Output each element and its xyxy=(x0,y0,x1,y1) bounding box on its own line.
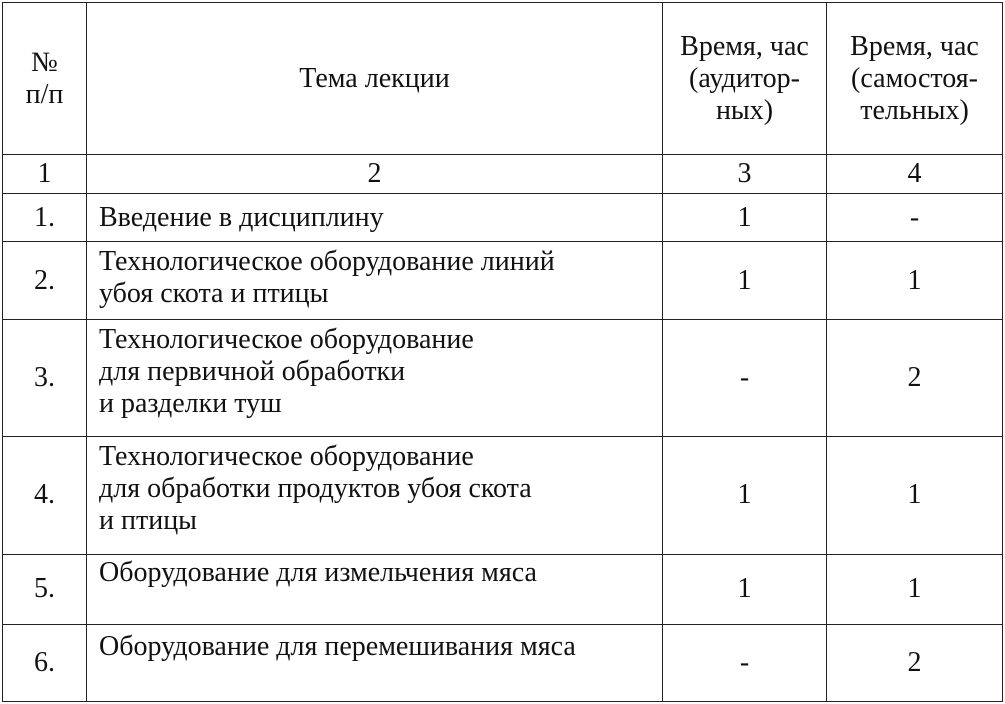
header-aud-line2: (аудитор- xyxy=(689,62,800,94)
row-self-study-hours: 1 xyxy=(827,242,1003,320)
header-aud-line1: Время, час xyxy=(680,30,809,62)
lecture-schedule-table xyxy=(2,2,1003,702)
table-row xyxy=(3,320,1003,436)
table-row xyxy=(3,194,1003,242)
header-number xyxy=(3,3,87,155)
header-number-line2: п/п xyxy=(25,78,64,110)
row-number: 4. xyxy=(3,436,87,554)
topic-line: Технологическое оборудование xyxy=(99,324,474,356)
topic-line: Технологическое оборудование xyxy=(99,440,474,472)
table-row xyxy=(3,242,1003,320)
topic-line: и разделки туш xyxy=(99,388,282,420)
row-auditory-hours: 1 xyxy=(663,242,827,320)
row-topic xyxy=(87,320,663,436)
table-row xyxy=(3,554,1003,624)
header-aud-line3: ных) xyxy=(715,94,774,126)
topic-line: Введение в дисциплину xyxy=(99,201,384,233)
column-number-cell: 3 xyxy=(663,155,827,194)
column-number-cell: 4 xyxy=(827,155,1003,194)
row-self-study-hours: 1 xyxy=(827,554,1003,624)
row-topic xyxy=(87,436,663,554)
row-number: 6. xyxy=(3,624,87,701)
row-self-study-hours: 2 xyxy=(827,624,1003,701)
row-auditory-hours: 1 xyxy=(663,554,827,624)
header-number-line1: № xyxy=(31,46,58,78)
header-topic xyxy=(87,3,663,155)
topic-line: для первичной обработки xyxy=(99,356,406,388)
topic-line: убоя скота и птицы xyxy=(99,278,329,310)
topic-line: Оборудование для измельчения мяса xyxy=(99,556,537,588)
header-auditory-hours xyxy=(663,3,827,155)
row-topic xyxy=(87,242,663,320)
table-row xyxy=(3,624,1003,701)
column-number-row xyxy=(3,155,1003,194)
row-topic xyxy=(87,624,663,701)
row-number: 5. xyxy=(3,554,87,624)
row-topic xyxy=(87,554,663,624)
column-number-cell: 2 xyxy=(87,155,663,194)
column-number-cell: 1 xyxy=(3,155,87,194)
topic-text: Оборудование для перемешивания мяса xyxy=(99,630,576,662)
row-number: 1. xyxy=(3,194,87,242)
topic-line: для обработки продуктов убоя скота xyxy=(99,472,532,504)
row-number: 2. xyxy=(3,242,87,320)
row-auditory-hours: - xyxy=(663,624,827,701)
row-self-study-hours: 1 xyxy=(827,436,1003,554)
row-number: 3. xyxy=(3,320,87,436)
header-self-study-hours xyxy=(827,3,1003,155)
header-topic-label: Тема лекции xyxy=(299,62,450,94)
table-row xyxy=(3,436,1003,554)
header-self-line2: (самостоя- xyxy=(851,62,978,94)
row-topic xyxy=(87,194,663,242)
row-auditory-hours: - xyxy=(663,320,827,436)
table-header-row xyxy=(3,3,1003,155)
header-self-line3: тельных) xyxy=(860,94,969,126)
row-self-study-hours: 2 xyxy=(827,320,1003,436)
topic-line: и птицы xyxy=(99,504,197,536)
topic-line: Технологическое оборудование линий xyxy=(99,246,555,278)
row-self-study-hours: - xyxy=(827,194,1003,242)
row-auditory-hours: 1 xyxy=(663,194,827,242)
row-auditory-hours: 1 xyxy=(663,436,827,554)
header-self-line1: Время, час xyxy=(850,30,979,62)
